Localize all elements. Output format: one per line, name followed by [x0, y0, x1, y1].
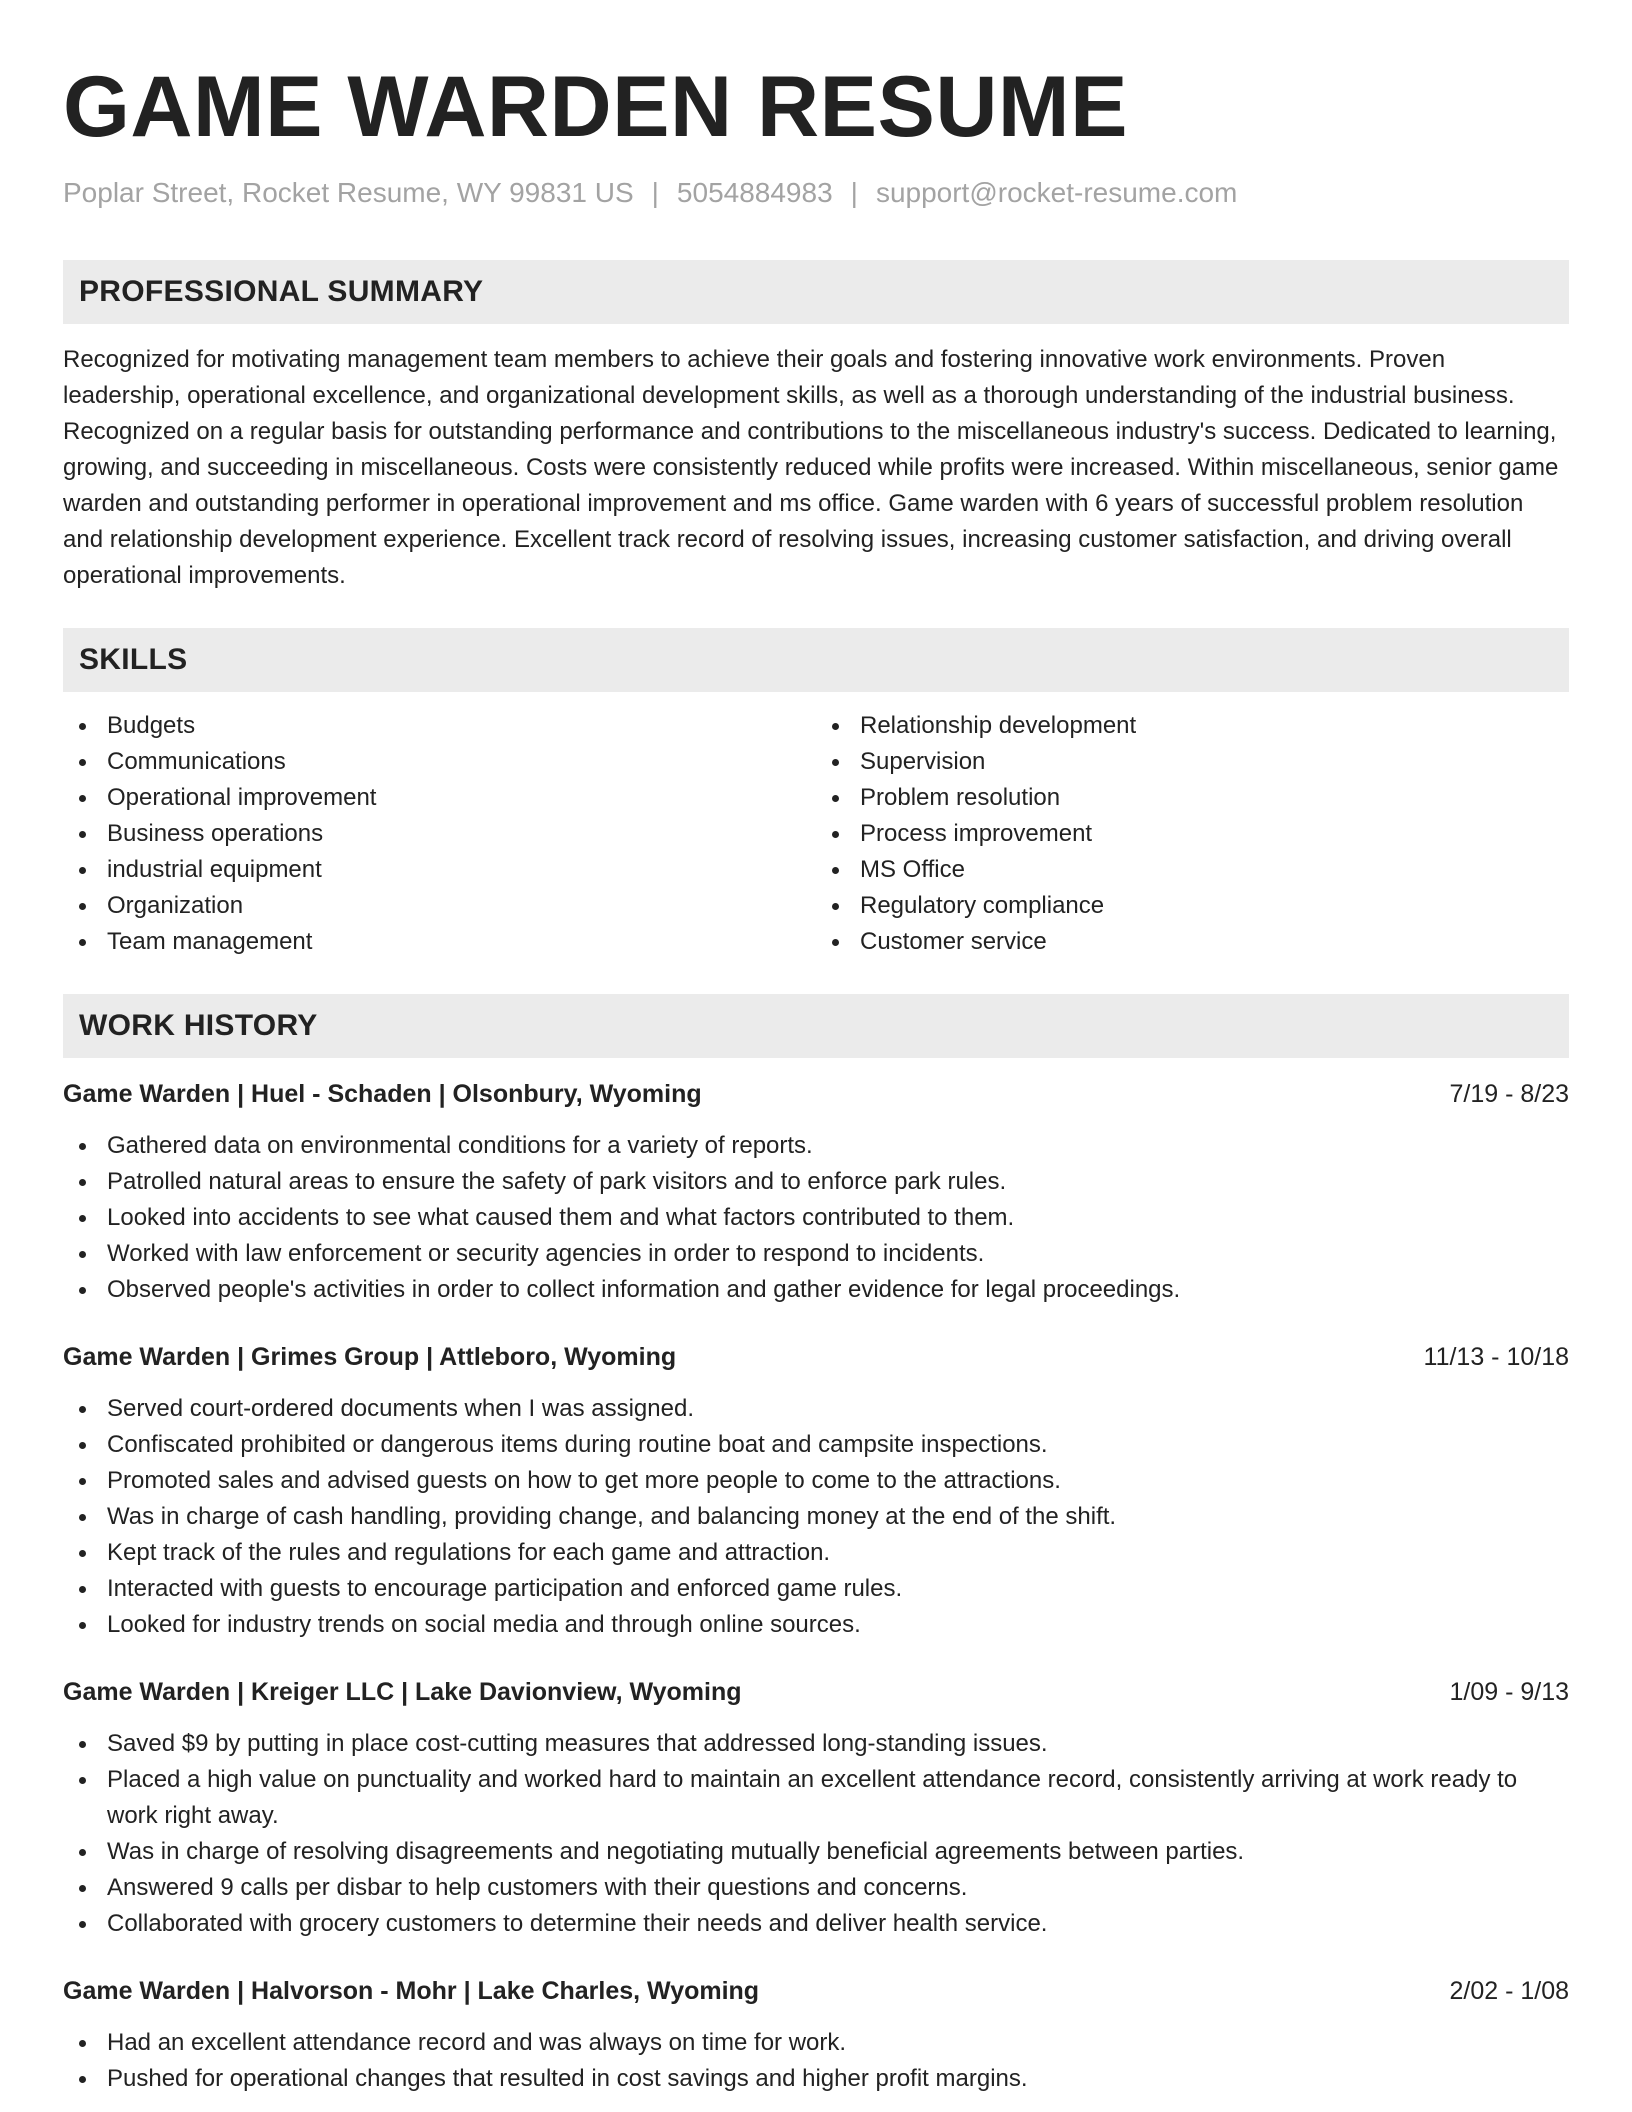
- skill-item: Organization: [63, 888, 816, 924]
- bullet-icon: [79, 1406, 86, 1413]
- job-bullet: Patrolled natural areas to ensure the safety of park visitors and to enforce park rules.: [63, 1164, 1569, 1200]
- bullet-icon: [832, 831, 839, 838]
- job-bullet: Was in charge of resolving disagreements and negotiating mutually beneficial agreements between parties.: [63, 1834, 1569, 1870]
- job-bullet: Was in charge of cash handling, providing change, and balancing money at the end of the shift.: [63, 1499, 1569, 1535]
- bullet-icon: [79, 1143, 86, 1150]
- bullet-icon: [79, 1550, 86, 1557]
- job-header: [63, 1975, 1569, 2007]
- job-dates: 7/19 - 8/23: [1449, 1079, 1569, 1108]
- skill-item: Regulatory compliance: [816, 888, 1569, 924]
- job-entry: [63, 1676, 1569, 1942]
- job-bullet-list: [63, 2025, 1569, 2097]
- job-entry: [63, 1078, 1569, 1308]
- bullet-icon: [79, 1885, 86, 1892]
- bullet-icon: [79, 1514, 86, 1521]
- bullet-icon: [79, 723, 86, 730]
- bullet-icon: [832, 795, 839, 802]
- bullet-icon: [79, 1741, 86, 1748]
- bullet-icon: [79, 1921, 86, 1928]
- skill-item: MS Office: [816, 852, 1569, 888]
- skill-item: Supervision: [816, 744, 1569, 780]
- contact-email: support@rocket-resume.com: [875, 177, 1238, 208]
- professional-summary-section: [63, 260, 1569, 594]
- bullet-icon: [79, 795, 86, 802]
- job-bullet-list: [63, 1128, 1569, 1308]
- bullet-icon: [79, 1586, 86, 1593]
- job-header: [63, 1341, 1569, 1373]
- bullet-icon: [79, 1442, 86, 1449]
- job-title: Game Warden | Halvorson - Mohr | Lake Charles, Wyoming: [63, 1976, 760, 2005]
- job-entry: [63, 1975, 1569, 2097]
- contact-phone: 5054884983: [676, 177, 833, 208]
- job-dates: 11/13 - 10/18: [1423, 1342, 1569, 1371]
- job-bullet: Promoted sales and advised guests on how to get more people to come to the attractions.: [63, 1463, 1569, 1499]
- bullet-icon: [832, 723, 839, 730]
- bullet-icon: [79, 1179, 86, 1186]
- job-bullet: Collaborated with grocery customers to determine their needs and deliver health service.: [63, 1906, 1569, 1942]
- contact-separator: |: [850, 177, 858, 208]
- job-bullet: Gathered data on environmental conditions for a variety of reports.: [63, 1128, 1569, 1164]
- job-bullet-list: [63, 1726, 1569, 1942]
- skill-item: Communications: [63, 744, 816, 780]
- job-bullet: Interacted with guests to encourage participation and enforced game rules.: [63, 1571, 1569, 1607]
- job-header: [63, 1078, 1569, 1110]
- section-heading-work-history: WORK HISTORY: [63, 994, 1569, 1058]
- job-entry: [63, 1341, 1569, 1643]
- skills-section: [63, 628, 1569, 960]
- job-bullet: Placed a high value on punctuality and worked hard to maintain an excellent attendance record, consistently arriving at work ready to work right away.: [63, 1762, 1569, 1834]
- bullet-icon: [832, 867, 839, 874]
- bullet-icon: [79, 1251, 86, 1258]
- job-bullet: Had an excellent attendance record and was always on time for work.: [63, 2025, 1569, 2061]
- job-dates: 2/02 - 1/08: [1449, 1976, 1569, 2005]
- skill-item: Process improvement: [816, 816, 1569, 852]
- job-bullet: Looked into accidents to see what caused them and what factors contributed to them.: [63, 1200, 1569, 1236]
- bullet-icon: [79, 867, 86, 874]
- skill-item: Operational improvement: [63, 780, 816, 816]
- summary-text: Recognized for motivating management team members to achieve their goals and fostering innovative work environments. Proven leadership, operational excellence, and organizational development skills, as well as a thorough understanding of the industrial business. Recognized on a regular basis for outstanding performance and contributions to the miscellaneous industry's success. Dedicated to learning, growing, and succeeding in miscellaneous. Costs were consistently reduced while profits were increased. Within miscellaneous, senior game warden and outstanding performer in operational improvement and ms office. Game warden with 6 years of successful problem resolution and relationship development experience. Excellent track record of resolving issues, increasing customer satisfaction, and driving overall operational improvements.: [63, 345, 1559, 589]
- bullet-icon: [79, 1215, 86, 1222]
- skill-item: Relationship development: [816, 708, 1569, 744]
- work-history-section: [63, 994, 1569, 2097]
- bullet-icon: [79, 1622, 86, 1629]
- skills-column-left: [63, 708, 816, 960]
- resume-title: GAME WARDEN RESUME: [63, 59, 1128, 155]
- bullet-icon: [79, 759, 86, 766]
- job-bullet: Confiscated prohibited or dangerous items during routine boat and campsite inspections.: [63, 1427, 1569, 1463]
- job-bullet: Saved $9 by putting in place cost-cutting measures that addressed long-standing issues.: [63, 1726, 1569, 1762]
- bullet-icon: [79, 1777, 86, 1784]
- bullet-icon: [832, 939, 839, 946]
- bullet-icon: [79, 1849, 86, 1856]
- skill-item: Team management: [63, 924, 816, 960]
- skill-item: Customer service: [816, 924, 1569, 960]
- bullet-icon: [79, 903, 86, 910]
- job-title: Game Warden | Grimes Group | Attleboro, Wyoming: [63, 1342, 677, 1371]
- bullet-icon: [79, 831, 86, 838]
- job-bullet: Kept track of the rules and regulations for each game and attraction.: [63, 1535, 1569, 1571]
- bullet-icon: [79, 1287, 86, 1294]
- section-heading-skills: SKILLS: [63, 628, 1569, 692]
- bullet-icon: [79, 939, 86, 946]
- section-heading-summary: PROFESSIONAL SUMMARY: [63, 260, 1569, 324]
- bullet-icon: [79, 2040, 86, 2047]
- bullet-icon: [832, 903, 839, 910]
- skill-item: Problem resolution: [816, 780, 1569, 816]
- bullet-icon: [79, 2076, 86, 2083]
- skill-item: industrial equipment: [63, 852, 816, 888]
- contact-separator: |: [651, 177, 659, 208]
- job-bullet-list: [63, 1391, 1569, 1643]
- job-bullet: Observed people's activities in order to collect information and gather evidence for legal proceedings.: [63, 1272, 1569, 1308]
- job-bullet: Worked with law enforcement or security agencies in order to respond to incidents.: [63, 1236, 1569, 1272]
- job-title: Game Warden | Kreiger LLC | Lake Davionview, Wyoming: [63, 1677, 742, 1706]
- job-bullet: Looked for industry trends on social media and through online sources.: [63, 1607, 1569, 1643]
- contact-line: [63, 176, 1569, 210]
- job-title: Game Warden | Huel - Schaden | Olsonbury, Wyoming: [63, 1079, 702, 1108]
- job-header: [63, 1676, 1569, 1708]
- skills-column-right: [816, 708, 1569, 960]
- bullet-icon: [79, 1478, 86, 1485]
- job-bullet: Answered 9 calls per disbar to help customers with their questions and concerns.: [63, 1870, 1569, 1906]
- job-dates: 1/09 - 9/13: [1449, 1677, 1569, 1706]
- skill-item: Business operations: [63, 816, 816, 852]
- skill-item: Budgets: [63, 708, 816, 744]
- job-bullet: Served court-ordered documents when I was assigned.: [63, 1391, 1569, 1427]
- contact-address: Poplar Street, Rocket Resume, WY 99831 US: [63, 177, 634, 208]
- job-bullet: Pushed for operational changes that resulted in cost savings and higher profit margins.: [63, 2061, 1569, 2097]
- skills-grid: [63, 708, 1569, 960]
- bullet-icon: [832, 759, 839, 766]
